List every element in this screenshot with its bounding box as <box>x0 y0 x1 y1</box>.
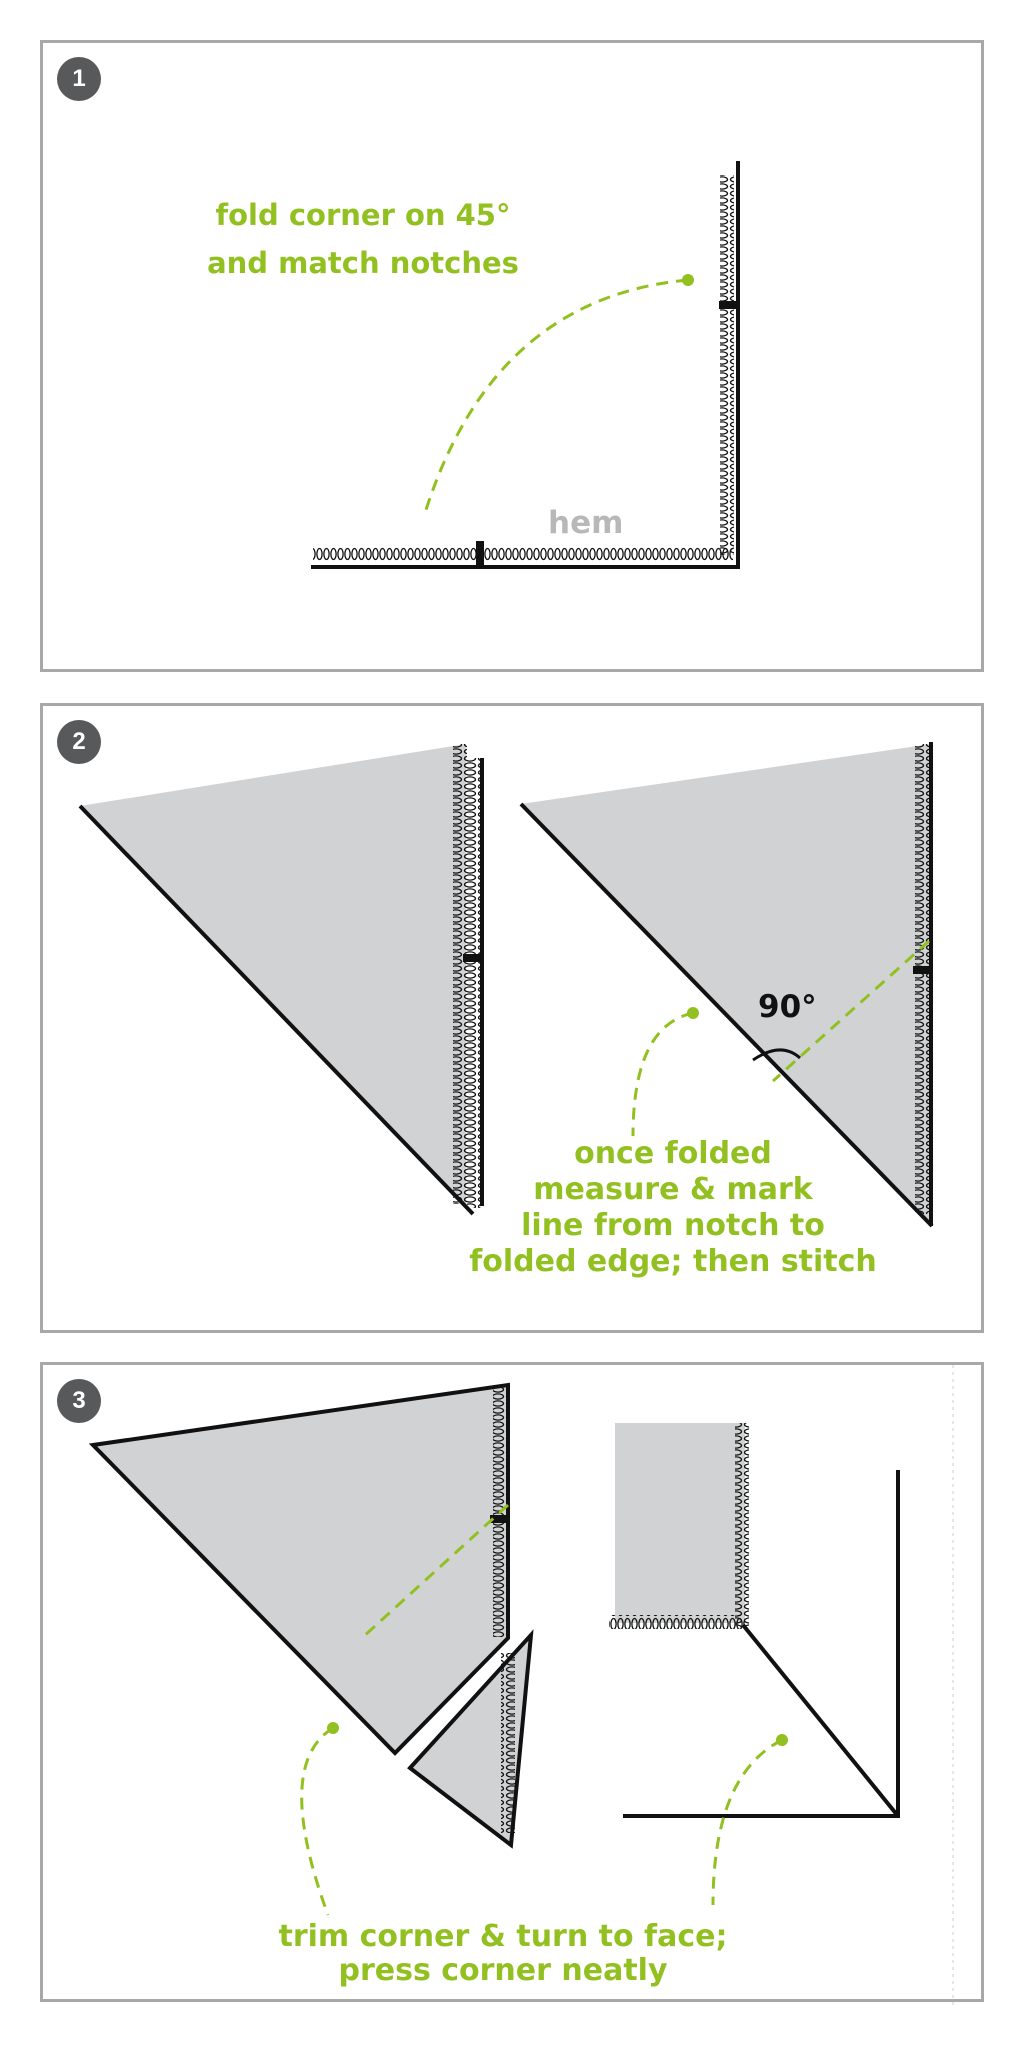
angle-label: 90° <box>758 989 817 1025</box>
callout-line: trim corner & turn to face; <box>278 1919 728 1954</box>
callout-line: fold corner on 45° <box>215 198 511 232</box>
finished-fabric <box>615 1423 745 1623</box>
measure-mark-callout <box>438 1136 908 1280</box>
notch-vertical <box>719 301 738 309</box>
leader-dot <box>682 274 694 286</box>
leader-line-right <box>713 1740 782 1905</box>
leader-dot <box>687 1007 699 1019</box>
stitched-corner <box>93 1385 508 1753</box>
notch-left <box>463 954 483 962</box>
step-1-panel <box>40 40 984 672</box>
overlock-stitch-left-outer <box>453 744 467 1204</box>
callout-line: and match notches <box>207 246 519 280</box>
overlock-stitch-horizontal <box>313 547 733 561</box>
leader-dot-right <box>776 1734 788 1746</box>
callout-line: press corner neatly <box>338 1953 668 1988</box>
step-3-diagram <box>43 1365 987 2005</box>
step-2-panel <box>40 703 984 1333</box>
overlock-stitch-trimmed <box>501 1653 515 1833</box>
leader-line <box>425 280 688 513</box>
callout-line: measure & mark <box>533 1172 813 1207</box>
trim-corner-callout <box>223 1920 783 1988</box>
leader-dot-left <box>327 1722 339 1734</box>
callout-line: once folded <box>574 1136 772 1171</box>
leader-line <box>633 1013 693 1136</box>
callout-line: line from notch to <box>521 1208 825 1243</box>
step-number-badge: 2 <box>57 720 101 764</box>
step-number-badge: 3 <box>57 1379 101 1423</box>
mitred-seam <box>743 1625 898 1816</box>
notch-horizontal <box>476 541 484 567</box>
step-1-diagram <box>43 43 987 675</box>
step-number-badge: 1 <box>57 57 101 101</box>
overlock-stitch-vertical <box>720 175 734 555</box>
overlock-stitch-finished-vertical <box>735 1423 749 1628</box>
hem-label: hem <box>548 505 624 541</box>
folded-fabric-left <box>80 744 466 1204</box>
leader-line-left <box>302 1728 333 1915</box>
notch-right <box>913 966 933 974</box>
step-3-panel <box>40 1362 984 2002</box>
overlock-stitch-finished-horizontal <box>609 1615 745 1629</box>
overlock-stitch-right <box>915 744 929 1214</box>
callout-line: folded edge; then stitch <box>469 1244 877 1279</box>
